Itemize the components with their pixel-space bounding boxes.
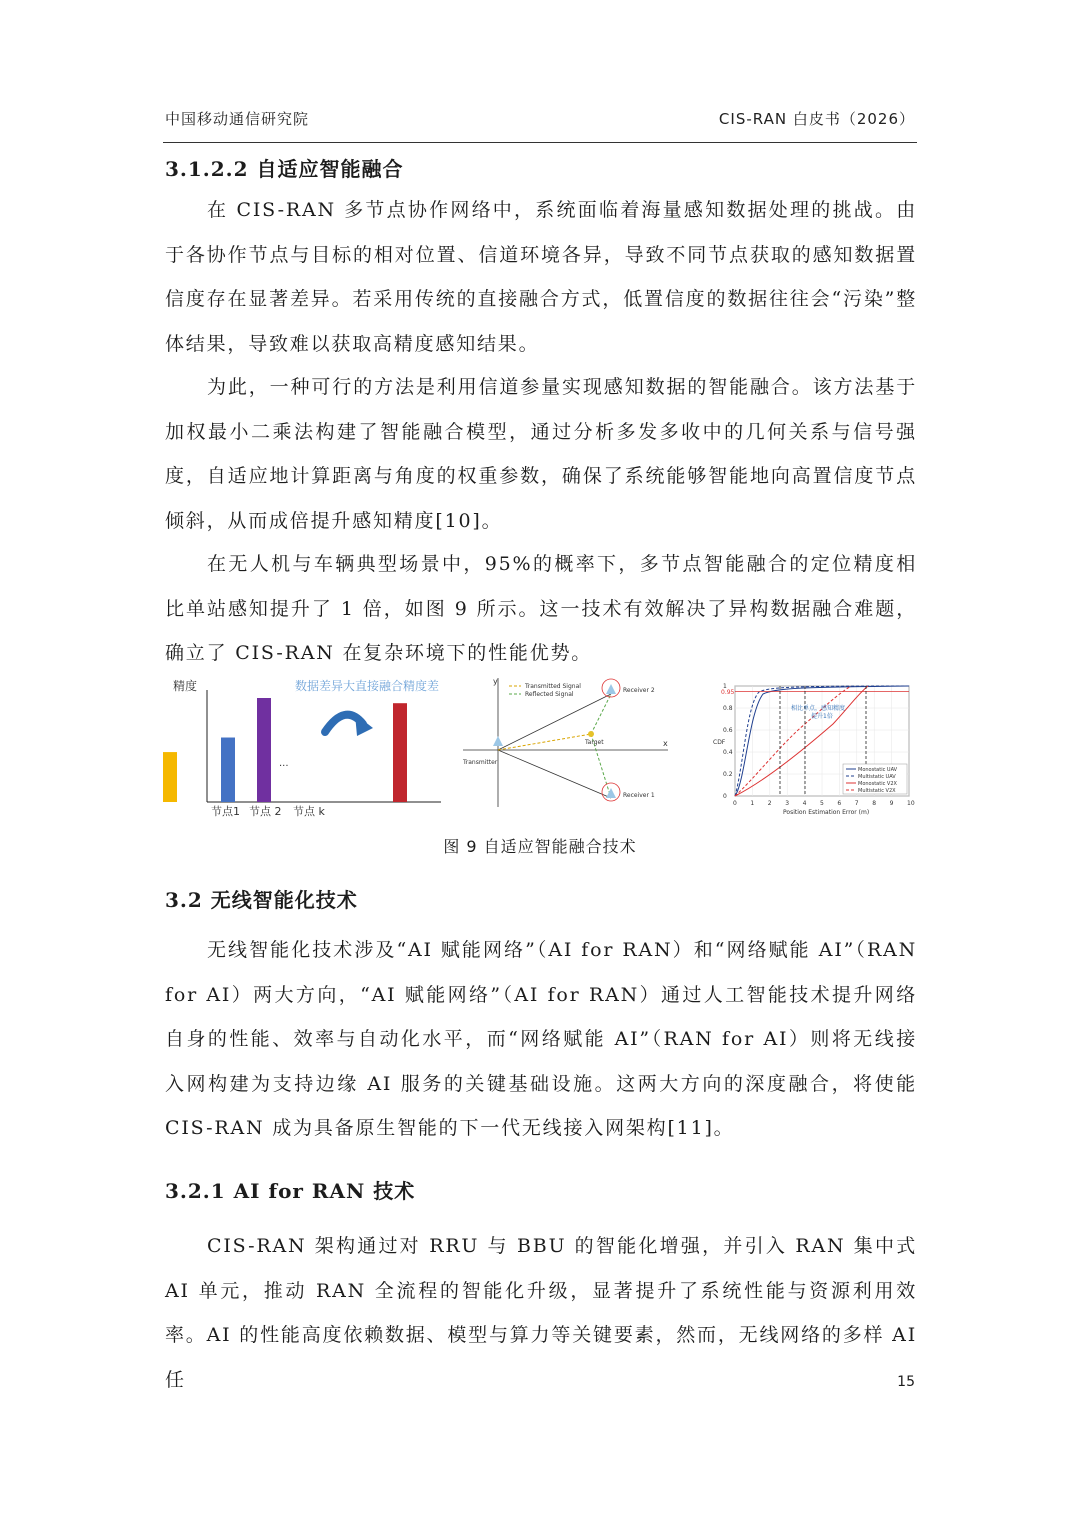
cdf-legend-label: Multistatic V2X	[858, 788, 896, 794]
cdf-ytick: 0.8	[723, 705, 733, 712]
cdf-legend-label: Monostatic V2X	[858, 781, 897, 787]
section-heading-3-2: 3.2 无线智能化技术	[165, 888, 358, 912]
target-label: Target	[585, 739, 604, 746]
receiver-2-antenna-icon	[606, 684, 616, 694]
section-heading-3-1-2-2: 3.1.2.2 自适应智能融合	[165, 157, 404, 181]
bar-panel-ylabel: 精度	[173, 679, 198, 693]
path-tx-target	[498, 734, 591, 750]
fusion-arrowhead-icon	[355, 714, 373, 736]
bar-label-node-1: 节点1	[211, 805, 240, 818]
cdf-xtick: 4	[802, 800, 807, 807]
header-divider	[163, 142, 917, 143]
cdf-legend-label: Multistatic UAV	[858, 774, 896, 780]
geometry-x-label: x	[663, 739, 668, 748]
cdf-ytick: 0.2	[723, 771, 733, 778]
header-document-title: CIS-RAN 白皮书（2026）	[718, 110, 915, 128]
bar-2	[257, 698, 271, 802]
cdf-ylabel: CDF	[713, 739, 726, 746]
cdf-xtick: 3	[785, 800, 790, 807]
cdf-legend	[843, 764, 907, 794]
paragraph-fusion-result: 在无人机与车辆典型场景中，95%的概率下，多节点智能融合的定位精度相比单站感知提升了 1 倍，如图 9 所示。这一技术有效解决了异构数据融合难题，确立了 CIS-RAN 在复杂环境下的性能优势。	[165, 553, 917, 664]
figure-9	[163, 672, 917, 832]
transmitter-antenna-icon	[493, 736, 503, 746]
cdf-xtick: 2	[767, 800, 772, 807]
target-marker	[588, 731, 594, 737]
cdf-ytick: 0	[723, 793, 727, 800]
cdf-ytick: 0.4	[723, 749, 733, 756]
figure-9-graphics	[163, 672, 917, 832]
cdf-xtick: 9	[889, 800, 894, 807]
geometry-y-label: y	[493, 677, 498, 686]
figure-caption: 图 9 自适应智能融合技术	[443, 837, 637, 856]
cdf-ytick: 0.6	[723, 727, 733, 734]
transmitter-label: Transmitter	[463, 759, 498, 766]
bar-1	[221, 738, 235, 802]
bar-panel	[163, 678, 441, 818]
cdf-annotation-1: 相比单点，感知精度	[791, 705, 846, 712]
cdf-level-label: 0.95	[721, 689, 735, 696]
receiver-1-antenna-icon	[606, 788, 616, 798]
receiver-1-label: Receiver 1	[623, 792, 655, 799]
bar-label-node-2: 节点 2	[249, 805, 282, 818]
cdf-xtick: 1	[750, 800, 755, 807]
cdf-legend-label: Monostatic UAV	[858, 767, 898, 773]
cdf-annotation-2: 提升1倍	[811, 713, 833, 720]
bar-label-node-k: 节点 k	[293, 805, 325, 818]
header-organization: 中国移动通信研究院	[165, 110, 310, 128]
cdf-xtick: 6	[837, 800, 842, 807]
paragraph-ai-for-ran: CIS-RAN 架构通过对 RRU 与 BBU 的智能化增强，并引入 RAN 集中式 AI 单元，推动 RAN 全流程的智能化升级，显著提升了系统性能与资源利用效率。AI 的性能高度依赖数据、模型与算力等关键要素，然而，无线网络的多样 AI 任	[165, 1235, 917, 1391]
cdf-xtick: 7	[854, 800, 859, 807]
paragraph-wireless-intelligence: 无线智能化技术涉及“AI 赋能网络”（AI for RAN）和“网络赋能 AI”（RAN for AI）两大方向，“AI 赋能网络”（AI for RAN）通过人工智能技术提升网络自身的性能、效率与自动化水平，而“网络赋能 AI”（RAN for AI）则将无线接入网构建为支持边缘 AI 服务的关键基础设施。这两大方向的深度融合，将使能 CIS-RAN 成为具备原生智能的下一代无线接入网架构[11]。	[165, 939, 917, 1139]
cdf-xtick: 0	[733, 800, 737, 807]
page-number: 15	[897, 1374, 915, 1390]
bar-panel-annotation: 数据差异大直接融合精度差	[295, 679, 440, 693]
cdf-xtick: 10	[907, 800, 915, 807]
paragraph-fusion-method: 为此，一种可行的方法是利用信道参量实现感知数据的智能融合。该方法基于加权最小二乘法构建了智能融合模型，通过分析多发多收中的几何关系与信号强度，自适应地计算距离与角度的权重参数，确保了系统能够智能地向高置信度节点倾斜，从而成倍提升感知精度[10]。	[165, 376, 917, 532]
paragraph-fusion-challenge: 在 CIS-RAN 多节点协作网络中，系统面临着海量感知数据处理的挑战。由于各协作节点与目标的相对位置、信道环境各异，导致不同节点获取的感知数据置信度存在显著差异。若采用传统的直接融合方式，低置信度的数据往往会“污染”整体结果，导致难以获取高精度感知结果。	[165, 199, 917, 355]
section-heading-3-2-1: 3.2.1 AI for RAN 技术	[165, 1179, 416, 1203]
cdf-xlabel: Position Estimation Error (m)	[783, 809, 870, 816]
cdf-panel	[713, 683, 915, 816]
bar-group	[163, 698, 407, 802]
bar-3	[163, 752, 177, 802]
cdf-xtick: 8	[872, 800, 877, 807]
receiver-2-label: Receiver 2	[623, 687, 655, 694]
path-target-rx2	[591, 694, 611, 734]
geometry-panel	[462, 677, 668, 807]
legend-reflected: Reflected Signal	[525, 691, 574, 698]
bar-5	[393, 703, 407, 802]
bar-panel-ellipsis: ...	[279, 758, 289, 769]
legend-transmitted: Transmitted Signal	[525, 683, 581, 690]
cdf-ytick: 1	[723, 683, 727, 690]
path-tx-rx1	[498, 750, 611, 798]
cdf-xtick: 5	[820, 800, 824, 807]
